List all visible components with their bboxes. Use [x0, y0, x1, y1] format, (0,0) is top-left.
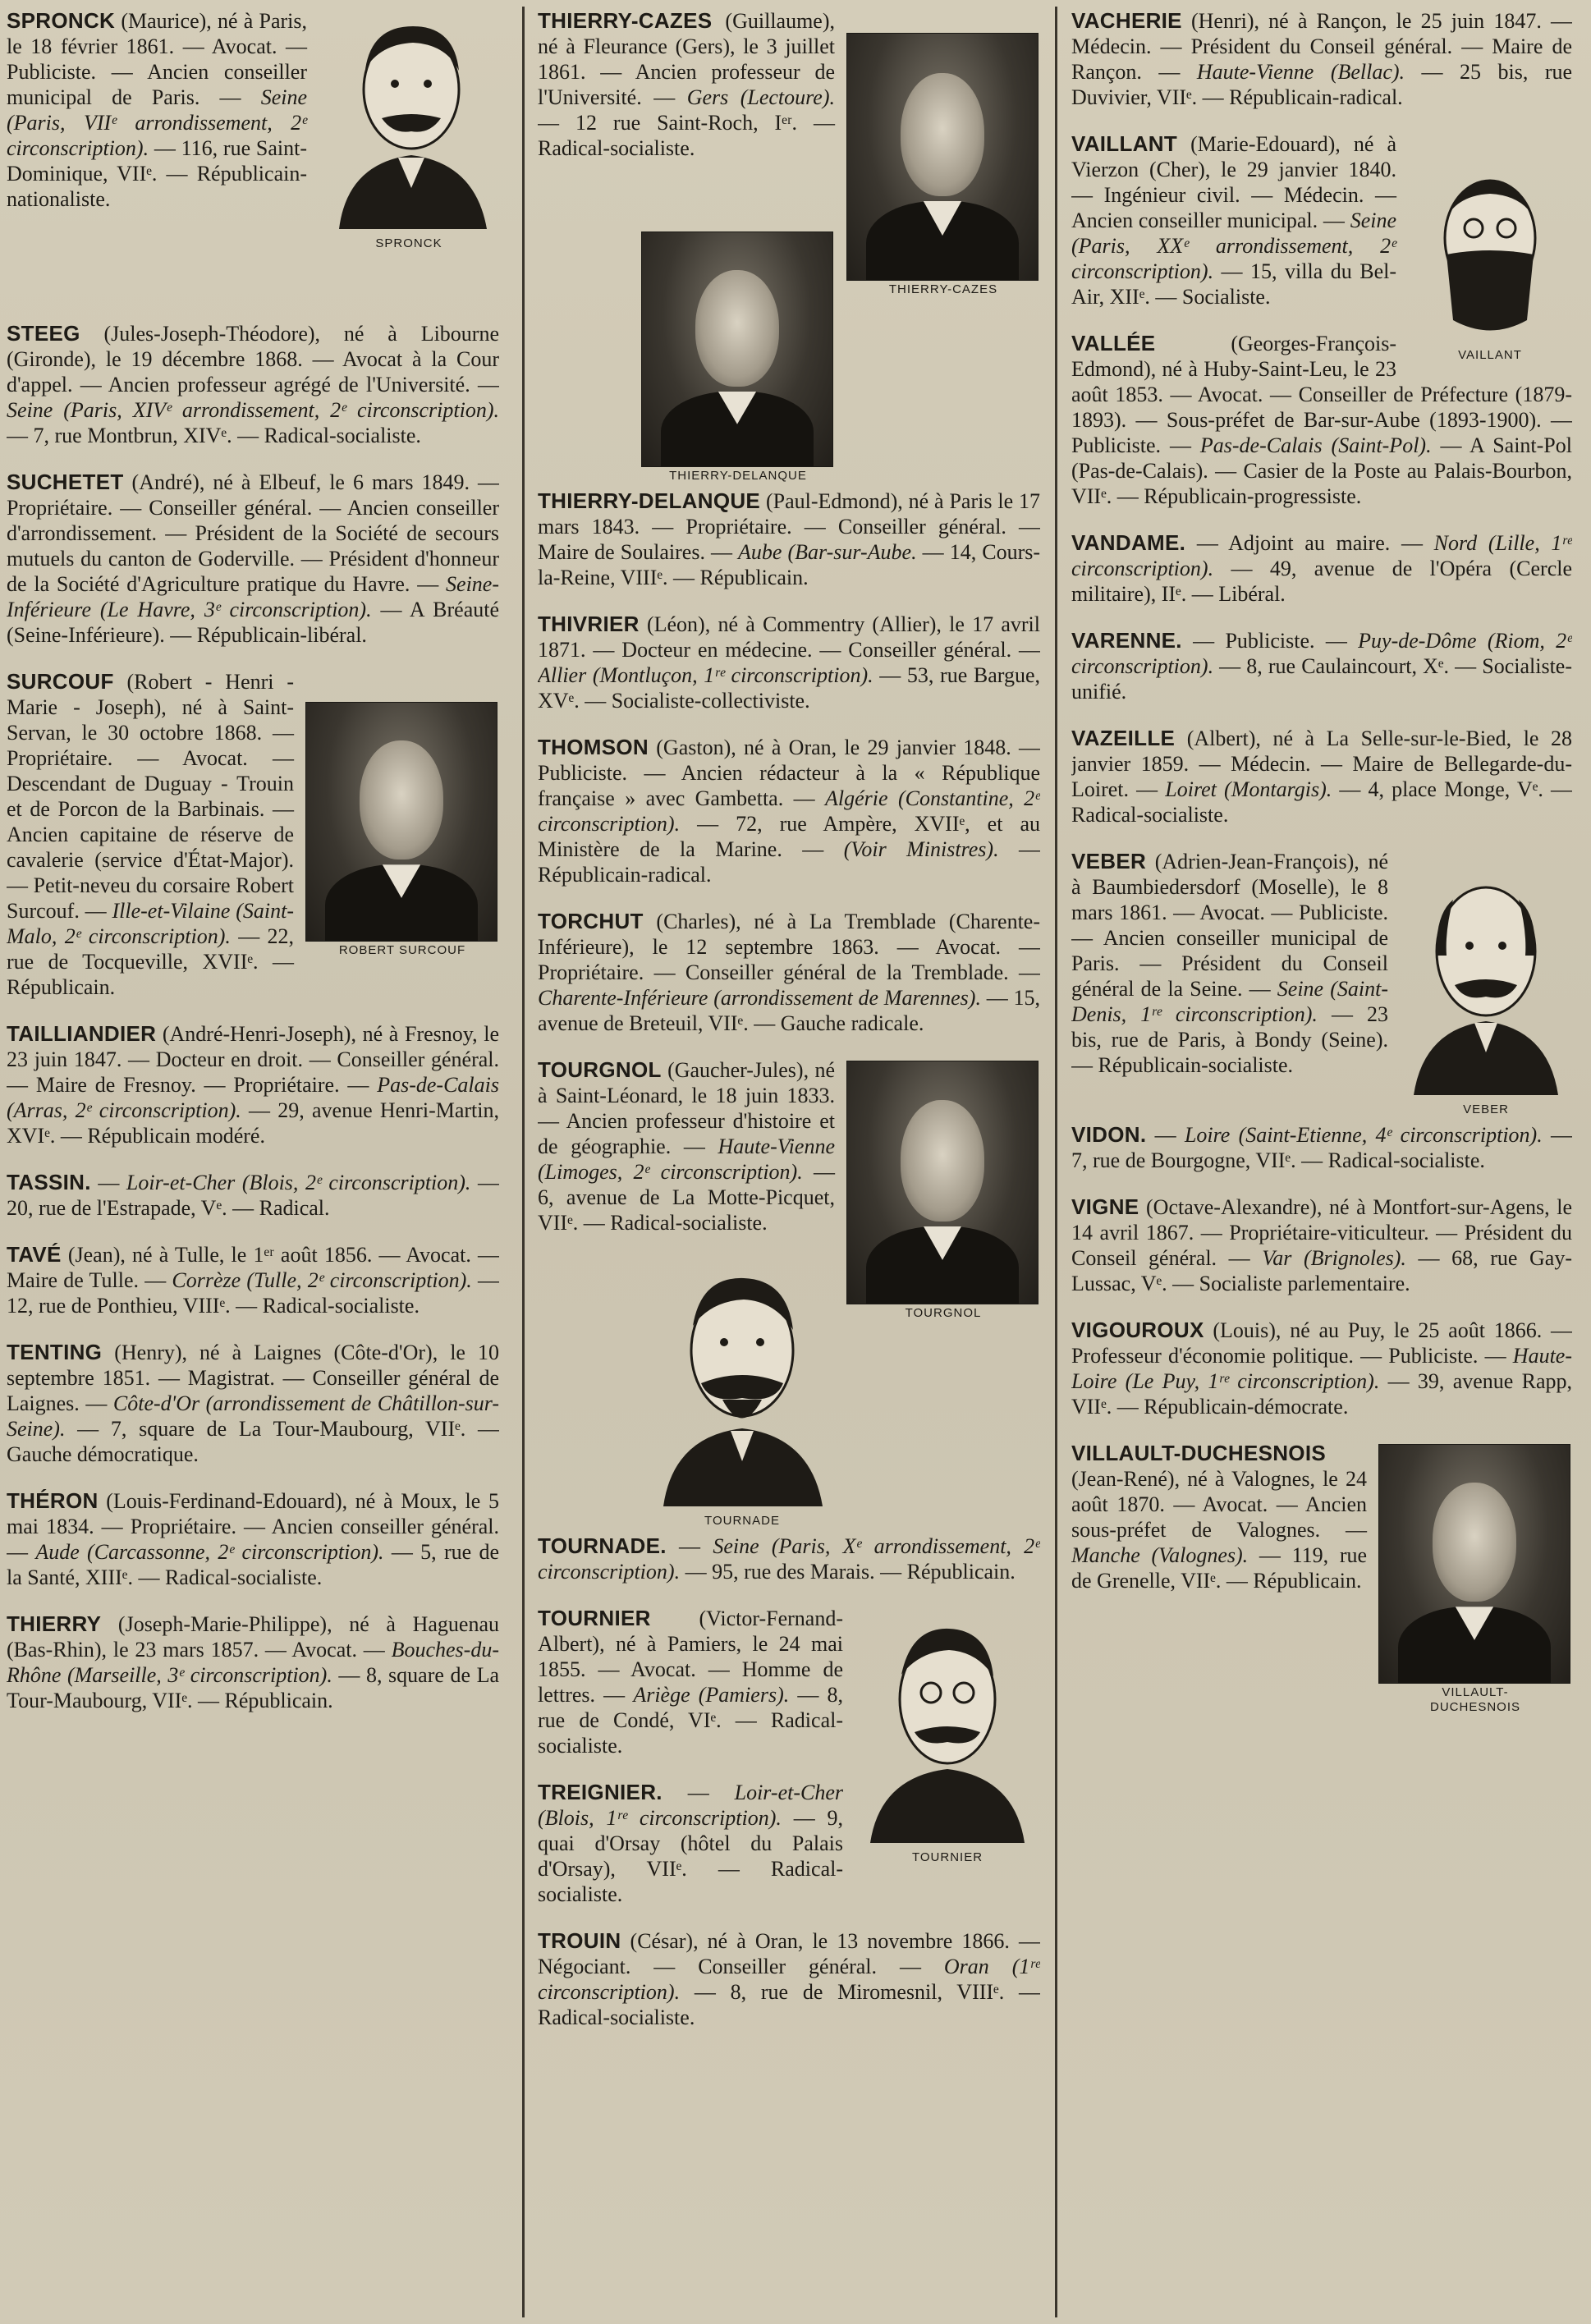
entry-text: — 8, rue de Condé, VIᵉ. — Radical-socialiste. — [538, 1683, 844, 1758]
entry-vazeille — [1071, 726, 1572, 827]
cross-reference: (Voir Ministres). — [843, 837, 999, 861]
constituency: Corrèze (Tulle, 2ᵉ circonscription). — [172, 1268, 472, 1292]
entry-text: — 6, avenue de La Motte-Picquet, VIIᵉ. — Radical-socialiste. — [538, 1160, 835, 1235]
entry-text: (Henri), né à Rançon, le 25 juin 1847. — Médecin. — Président du Conseil général. — Maire de Rançon. — — [1071, 9, 1572, 84]
column-rule — [1055, 7, 1057, 2317]
entry-text: — A Saint-Pol (Pas-de-Calais). — Casier de la Poste au Palais-Bourbon, VIIᵉ. — Républicain-progressiste. — [1071, 433, 1572, 508]
entry-text: (Adrien-Jean-François), né à Baumbiedersdorf (Moselle), le 8 mars 1861. — Avocat. — Publiciste. — Ancien conseiller municipal de Paris. — Président du Conseil général de la Seine. — — [1071, 850, 1388, 1001]
column-3 — [1071, 0, 1572, 2324]
entry-text: — 49, avenue de l'Opéra (Cercle militaire), IIᵉ. — Libéral. — [1071, 557, 1572, 606]
entry-name: TASSIN. — [7, 1170, 91, 1194]
entry-vacherie — [1071, 8, 1572, 110]
constituency: Pas-de-Calais (Arras, 2ᵉ circonscription). — [7, 1073, 499, 1122]
entry-name: THÉRON — [7, 1488, 99, 1513]
entry-name: TREIGNIER. — [538, 1780, 663, 1804]
entry-suchetet — [7, 470, 499, 648]
constituency: Côte-d'Or (arrondissement de Châtillon-sur-Seine). — [7, 1391, 499, 1441]
entry-thivrier — [538, 612, 1040, 713]
entry-name: STEEG — [7, 321, 80, 346]
entry-name: VIGNE — [1071, 1194, 1139, 1219]
constituency: Oran (1ʳᵉ circonscription). — [538, 1955, 1040, 2004]
entry-text: — — [1146, 1123, 1185, 1147]
entry-spronck — [7, 8, 499, 300]
entry-name: TOURNADE. — [538, 1533, 667, 1558]
constituency: Seine (Paris, Xᵉ arrondissement, 2ᵉ circonscription). — [538, 1534, 1040, 1584]
entry-name: THIVRIER — [538, 612, 640, 636]
portrait-thierry-delanque — [641, 231, 835, 484]
entry-tourgnol — [538, 1057, 1040, 1320]
entry-text: (Louis-Ferdinand-Edouard), né à Moux, le 5 mai 1834. — Propriétaire. — Ancien conseiller général. — — [7, 1489, 499, 1564]
portrait-caption: VAILLANT — [1458, 348, 1522, 362]
entry-text: — — [666, 1534, 713, 1558]
entry-text: (Guillaume), né à Fleurance (Gers), le 3 juillet 1861. — Ancien professeur de l'Université. — — [538, 9, 835, 109]
constituency: Algérie (Constantine, 2ᵉ circonscription). — [538, 786, 1040, 836]
entry-name: VANDAME. — [1071, 530, 1186, 555]
engraving-portrait-icon — [1412, 156, 1568, 341]
constituency: Manche (Valognes). — [1071, 1543, 1249, 1567]
entry-thierry — [7, 1611, 499, 1713]
entry-name: TAVÉ — [7, 1242, 62, 1267]
constituency: Charente-Inférieure (arrondissement de Marennes). — [538, 986, 981, 1010]
constituency: Pas-de-Calais (Saint-Pol). — [1199, 433, 1432, 457]
entry-text: (César), né à Oran, le 13 novembre 1866. — Négociant. — Conseiller général. — — [538, 1929, 1040, 1978]
constituency: Allier (Montluçon, 1ʳᵉ circonscription). — [538, 663, 873, 687]
entry-text: (Maurice), né à Paris, le 18 février 1861. — Avocat. — Publiciste. — Ancien conseiller municipal de Paris. — — [7, 9, 307, 109]
portrait-villault-duchesnois — [1378, 1444, 1572, 1715]
entry-text: — 22, rue de Tocqueville, XVIIᵉ. — Républicain. — [7, 924, 295, 999]
entry-text: (Gaston), né à Oran, le 29 janvier 1848. — Publiciste. — Ancien rédacteur à la « République française » avec Gambetta. — — [538, 736, 1040, 810]
entry-name: SUCHETET — [7, 470, 124, 494]
engraving-portrait-icon — [1404, 865, 1568, 1095]
entry-name: TENTING — [7, 1340, 103, 1364]
entry-text: — 15, avenue de Breteuil, VIIᵉ. — Gauche radicale. — [538, 986, 1040, 1035]
entry-text: (Gaucher-Jules), né à Saint-Léonard, le 18 juin 1833. — Ancien professeur d'histoire et de géographie. — — [538, 1058, 835, 1158]
photo-portrait — [846, 33, 1039, 281]
constituency: Gers (Lectoure). — [686, 85, 835, 109]
entry-text: — Républicain-radical. — [538, 837, 1040, 887]
entry-text: — 4, place Monge, Vᵉ. — Radical-socialiste. — [1071, 777, 1572, 827]
entry-text: (Jean), né à Tulle, le 1ᵉʳ août 1856. — Avocat. — Maire de Tulle. — — [7, 1243, 499, 1292]
entry-text: (Léon), né à Commentry (Allier), le 17 avril 1871. — Docteur en médecine. — Conseiller général. — — [538, 612, 1040, 662]
entry-text: (André-Henri-Joseph), né à Fresnoy, le 23 juin 1847. — Docteur en droit. — Conseiller général. — Maire de Fresnoy. — Propriétaire. — — [7, 1022, 499, 1097]
portrait-caption: DUCHESNOIS — [1429, 1700, 1520, 1714]
entry-text: — 7, rue Montbrun, XIVᵉ. — Radical-socialiste. — [7, 424, 421, 447]
engraving-portrait-icon — [857, 1609, 1038, 1843]
entry-text: — A Bréauté (Seine-Inférieure). — Républicain-libéral. — [7, 598, 499, 647]
entry-name: TORCHUT — [538, 909, 644, 933]
entry-name: TOURNIER — [538, 1606, 651, 1630]
entry-text: — Adjoint au maire. — — [1185, 531, 1434, 555]
entry-villault-duchesnois — [1071, 1441, 1572, 1714]
entry-text: (Jean-René), né à Valognes, le 24 août 1870. — Avocat. — Ancien sous-préfet de Valognes. — — [1071, 1467, 1367, 1542]
entry-text: (Georges-François-Edmond), né à Huby-Saint-Leu, le 23 août 1853. — Avocat. — Conseiller de Préfecture (1879-1893). — Sous-préfet de Bar-sur-Aube (1893-1900). — Publiciste. — — [1071, 332, 1572, 457]
photo-portrait — [846, 1061, 1039, 1304]
entry-name: VARENNE. — [1071, 628, 1182, 653]
constituency: Seine (Paris, XIVᵉ arrondissement, 2ᵉ circonscription). — [7, 398, 499, 422]
entry-text: (Albert), né à La Selle-sur-le-Bied, le 28 janvier 1859. — Médecin. — Maire de Bellegarde-du-Loiret. — — [1071, 727, 1572, 801]
constituency: Seine-Inférieure (Le Havre, 3ᵉ circonscription). — [7, 572, 499, 621]
constituency: Loire (Saint-Etienne, 4ᵉ circonscription). — [1184, 1123, 1543, 1147]
entry-name: THIERRY-DELANQUE — [538, 488, 761, 513]
constituency: Nord (Lille, 1ʳᵉ circonscription). — [1071, 531, 1572, 580]
entry-text: (Marie-Edouard), né à Vierzon (Cher), le 29 janvier 1840. — Ingénieur civil. — Médecin. — Ancien conseiller municipal. — — [1071, 132, 1396, 232]
entry-vigouroux — [1071, 1318, 1572, 1419]
constituency: Loiret (Montargis). — [1165, 777, 1332, 801]
entry-text: — 39, avenue Rapp, VIIᵉ. — Républicain-démocrate. — [1071, 1369, 1572, 1419]
entry-text: — 7, square de La Tour-Maubourg, VIIᵉ. — Gauche démocratique. — [7, 1417, 499, 1466]
entry-veber — [1071, 849, 1572, 1116]
portrait-caption: SPRONCK — [375, 236, 442, 250]
entry-text: — 23 bis, rue de Paris, à Bondy (Seine). — Républicain-socialiste. — [1071, 1002, 1388, 1077]
entry-text: — Publiciste. — — [1181, 629, 1359, 653]
entry-text: — 9, quai d'Orsay (hôtel du Palais d'Orsay), VIIᵉ. — Radical-socialiste. — [538, 1806, 844, 1906]
entry-thierry-cazes — [538, 8, 1040, 296]
portrait-tournier — [855, 1609, 1040, 1865]
entry-trouin — [538, 1928, 1040, 2030]
entry-text: (Victor-Fernand-Albert), né à Pamiers, le 24 mai 1855. — Avocat. — Homme de lettres. — — [538, 1607, 843, 1707]
entry-text: (Paul-Edmond), né à Paris le 17 mars 1843. — Propriétaire. — Conseiller général. — Maire de Soulaires. — — [538, 489, 1040, 564]
entry-tave — [7, 1242, 499, 1318]
entry-text: — 119, rue de Grenelle, VIIᵉ. — Républicain. — [1071, 1543, 1368, 1593]
photo-portrait — [641, 231, 833, 467]
constituency: Ille-et-Vilaine (Saint-Malo, 2ᵉ circonscription). — [7, 899, 294, 948]
entry-varenne — [1071, 628, 1572, 704]
entry-text: — 5, rue de la Santé, XIIIᵉ. — Radical-socialiste. — [7, 1540, 499, 1589]
entry-text: — — [662, 1781, 735, 1804]
constituency: Ariège (Pamiers). — [633, 1683, 790, 1707]
entry-text: — 8, square de La Tour-Maubourg, VIIᵉ. — Républicain. — [7, 1663, 499, 1712]
entry-text: (Charles), né à La Tremblade (Charente-Inférieure), le 12 septembre 1863. — Avocat. — Propriétaire. — Conseiller général de la Tremblade. — — [538, 910, 1040, 984]
portrait-caption: THIERRY-CAZES — [888, 282, 998, 296]
portrait-spronck — [319, 11, 499, 251]
entry-text: — 95, rue des Marais. — Républicain. — [680, 1560, 1016, 1584]
engraving-portrait-icon — [323, 11, 495, 229]
entry-text: (Louis), né au Puy, le 25 août 1866. — Professeur d'économie politique. — Publiciste. — — [1071, 1318, 1572, 1368]
entry-theron — [7, 1488, 499, 1590]
constituency: Loir-et-Cher (Blois, 2ᵉ circonscription). — [126, 1171, 471, 1194]
constituency: Loir-et-Cher (Blois, 1ʳᵉ circonscription). — [538, 1781, 843, 1830]
entry-text: — 68, rue Gay-Lussac, Vᵉ. — Socialiste parlementaire. — [1071, 1246, 1572, 1295]
constituency: Haute-Vienne (Limoges, 2ᵉ circonscription). — [538, 1134, 835, 1184]
entry-name: VIGOUROUX — [1071, 1318, 1204, 1342]
portrait-vaillant — [1408, 156, 1572, 363]
portrait-caption: ROBERT SURCOUF — [338, 943, 466, 957]
engraving-portrait-icon — [652, 1260, 832, 1506]
entry-text: (Joseph-Marie-Philippe), né à Haguenau (Bas-Rhin), le 23 mars 1857. — Avocat. — — [7, 1612, 499, 1662]
constituency: Puy-de-Dôme (Riom, 2ᵉ circonscription). — [1071, 629, 1572, 678]
entry-name: THOMSON — [538, 735, 649, 759]
entry-name: VAZEILLE — [1071, 726, 1176, 750]
entry-name: TROUIN — [538, 1928, 621, 1953]
photo-portrait — [305, 702, 497, 942]
portrait-surcouf — [305, 702, 499, 958]
entry-text: (André), né à Elbeuf, le 6 mars 1849. — Propriétaire. — Conseiller général. — Ancien conseiller d'arrondissement. — Président de la Société de secours mutuels du canton de Goderville. — Président d'honneur de la Société d'Agriculture pratique du Havre. — — [7, 470, 499, 596]
constituency: Seine (Saint-Denis, 1ʳᵉ circonscription). — [1071, 977, 1388, 1026]
entry-name: VAILLANT — [1071, 131, 1178, 156]
constituency: Haute-Vienne (Bellac). — [1196, 60, 1405, 84]
constituency: Aube (Bar-sur-Aube. — [738, 540, 917, 564]
entry-tassin — [7, 1170, 499, 1221]
entry-name: TOURGNOL — [538, 1057, 662, 1082]
portrait-caption: VEBER — [1463, 1102, 1509, 1116]
entry-name: VIDON. — [1071, 1122, 1147, 1147]
entry-text: (Jules-Joseph-Théodore), né à Libourne (Gironde), le 19 décembre 1868. — Avocat à la Cour d'appel. — Ancien professeur agrégé de l'Université. — — [7, 322, 499, 397]
entry-text: — 15, villa du Bel-Air, XIIᵉ. — Socialiste. — [1071, 259, 1396, 309]
constituency: Aude (Carcassonne, 2ᵉ circonscription). — [35, 1540, 384, 1564]
portrait-caption: THIERRY-DELANQUE — [669, 469, 807, 483]
entry-vigne — [1071, 1194, 1572, 1296]
entry-tailliandier — [7, 1021, 499, 1148]
entry-text: — 12, rue de Ponthieu, VIIIᵉ. — Radical-socialiste. — [7, 1268, 499, 1318]
entry-vandame — [1071, 530, 1572, 607]
entry-text: — 8, rue de Miromesnil, VIIIᵉ. — Radical-socialiste. — [538, 1980, 1040, 2029]
entry-name: SPRONCK — [7, 8, 116, 33]
column-2 — [538, 0, 1040, 2324]
entry-name: THIERRY-CAZES — [538, 8, 713, 33]
portrait-tournade — [649, 1260, 835, 1529]
entry-name: VACHERIE — [1071, 8, 1182, 33]
entry-text: — 20, rue de l'Estrapade, Vᵉ. — Radical. — [7, 1171, 499, 1220]
entry-text: — 53, rue Bargue, XVᵉ. — Socialiste-collectiviste. — [538, 663, 1040, 713]
portrait-caption: TOURNADE — [704, 1514, 780, 1528]
portrait-veber — [1400, 865, 1572, 1117]
entry-text: — 14, Cours-la-Reine, VIIIᵉ. — Républicain. — [538, 540, 1040, 589]
entry-text: — 12 rue Saint-Roch, Iᵉʳ. — Radical-socialiste. — [538, 111, 835, 160]
constituency: Bouches-du-Rhône (Marseille, 3ᵉ circonscription). — [7, 1638, 499, 1687]
entry-steeg — [7, 321, 499, 448]
entry-surcouf — [7, 669, 499, 1000]
portrait-caption: TOURGNOL — [905, 1306, 982, 1320]
entry-text: — 8, rue Caulaincourt, Xᵉ. — Socialiste-unifié. — [1071, 654, 1572, 704]
entry-name: VALLÉE — [1071, 331, 1156, 355]
constituency: Seine (Paris, XXᵉ arrondissement, 2ᵉ circonscription). — [1071, 209, 1396, 283]
entry-text: — 29, avenue Henri-Martin, XVIᵉ. — Républicain modéré. — [7, 1098, 499, 1148]
entry-name: VILLAULT-DUCHESNOIS — [1071, 1441, 1326, 1465]
constituency: Var (Brignoles). — [1262, 1246, 1406, 1270]
constituency: Seine (Paris, VIIᵉ arrondissement, 2ᵉ circonscription). — [7, 85, 307, 160]
entry-text: — 25 bis, rue Duvivier, VIIᵉ. — Républicain-radical. — [1071, 60, 1572, 109]
entry-torchut — [538, 909, 1040, 1036]
entry-text: (Henry), né à Laignes (Côte-d'Or), le 10 septembre 1851. — Magistrat. — Conseiller général de Laignes. — — [7, 1341, 499, 1415]
entry-text: — 7, rue de Bourgogne, VIIᵉ. — Radical-socialiste. — [1071, 1123, 1572, 1172]
portrait-thierry-cazes — [846, 33, 1040, 297]
entry-text: — 116, rue Saint-Dominique, VIIᵉ. — Républicain-nationaliste. — [7, 136, 307, 211]
entry-tenting — [7, 1340, 499, 1467]
entry-vidon — [1071, 1122, 1572, 1173]
entry-text: (Robert - Henri - Marie - Joseph), né à Saint-Servan, le 30 octobre 1868. — Propriétaire. — Avocat. — Descendant de Duguay - Trouin et de Porcon de la Barbinais. — Ancien capitaine de réserve de cavalerie (service d'État-Major). — Petit-neveu du corsaire Robert Surcouf. — — [7, 670, 294, 923]
entry-name: VEBER — [1071, 849, 1147, 873]
portrait-tourgnol — [846, 1061, 1040, 1321]
constituency: Haute-Loire (Le Puy, 1ʳᵉ circonscription). — [1071, 1344, 1572, 1393]
entry-text: — 72, rue Ampère, XVIIᵉ, et au Ministère de la Marine. — — [538, 812, 1040, 861]
entry-name: TAILLIANDIER — [7, 1021, 157, 1046]
entry-text: — — [90, 1171, 126, 1194]
portrait-caption: TOURNIER — [911, 1850, 983, 1864]
entry-name: SURCOUF — [7, 669, 114, 694]
entry-thomson — [538, 735, 1040, 887]
column-1 — [7, 0, 499, 2324]
portrait-caption: VILLAULT- — [1442, 1685, 1509, 1699]
column-rule — [522, 7, 525, 2317]
photo-portrait — [1378, 1444, 1570, 1684]
entry-name: THIERRY — [7, 1611, 102, 1636]
entry-text: (Octave-Alexandre), né à Montfort-sur-Agens, le 14 avril 1867. — Propriétaire-viticulteur. — Président du Conseil général. — — [1071, 1195, 1572, 1270]
